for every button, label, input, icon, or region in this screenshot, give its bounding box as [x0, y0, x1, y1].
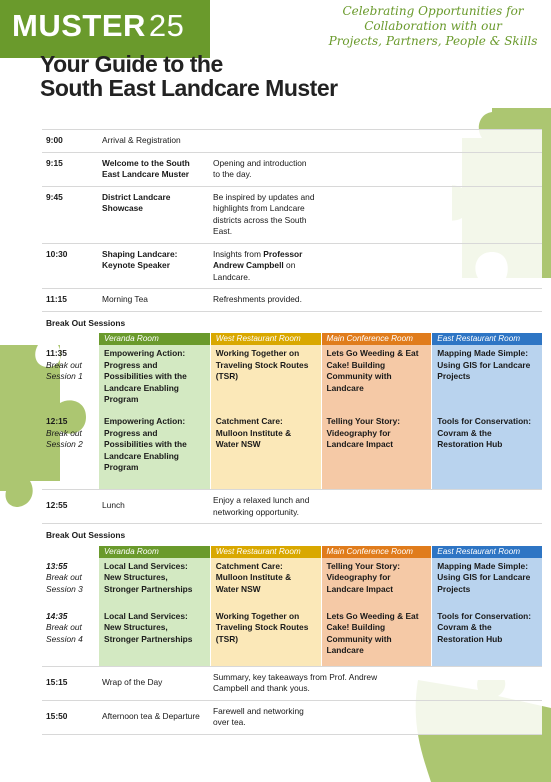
agenda-row: 9:45 District Landcare Showcase Be inspired by updates and highlights from Landcare districts across the South East.	[42, 186, 542, 243]
room-column-east: East Restaurant Room Mapping Made Simple: Using GIS for Landcare Projects Tools for Conservation: Covram & the Restoration Hub	[431, 333, 542, 489]
room-column-veranda: Veranda Room Local Land Services: New Structures, Stronger Partnerships Local Land Services: New Structures, Stronger Partnerships	[99, 546, 210, 666]
tagline: Celebrating Opportunities for Collaboration with our Projects, Partners, People & Skills	[328, 4, 538, 48]
session-label: 12:15 Break out Session 2	[46, 416, 83, 449]
agenda-row-lunch: 12:55 Lunch Enjoy a relaxed lunch and networking opportunity.	[42, 489, 542, 523]
agenda-row: 9:00 Arrival & Registration	[42, 129, 542, 152]
breakout-block-1	[42, 333, 542, 489]
agenda-row: 10:30 Shaping Landcare: Keynote Speaker Insights from Professor Andrew Campbell on Landcare.	[42, 243, 542, 289]
room-column-veranda: Veranda Room Empowering Action: Progress and Possibilities with the Landcare Enabling Program Empowering Action: Progress and Possibilities with the Landcare Enabling Program	[99, 333, 210, 489]
agenda-row: 11:15 Morning Tea Refreshments provided.	[42, 288, 542, 311]
session-label: 14:35 Break out Session 4	[46, 610, 83, 644]
room-column-east: East Restaurant Room Mapping Made Simple: Using GIS for Landcare Projects Tools for Conservation: Covram & the Restoration Hub	[431, 546, 542, 666]
agenda-row: 9:15 Welcome to the South East Landcare Muster Opening and introduction to the day.	[42, 152, 542, 186]
room-column-west: West Restaurant Room Working Together on Traveling Stock Routes (TSR) Catchment Care: Mulloon Institute & Water NSW	[210, 333, 321, 489]
breakout-block-2	[42, 546, 542, 666]
room-column-west: West Restaurant Room Catchment Care: Mulloon Institute & Water NSW Working Together on Traveling Stock Routes (TSR)	[210, 546, 321, 666]
room-column-main: Main Conference Room Telling Your Story: Videography for Landcare Impact Lets Go Weeding & Eat Cake! Building Community with Landcare	[321, 546, 432, 666]
brand-logo: MUSTER25	[12, 8, 185, 43]
session-label: 11:35 Break out Session 1	[46, 348, 83, 381]
page-title: Your Guide to the South East Landcare Muster	[40, 51, 338, 101]
agenda-table	[42, 129, 542, 735]
agenda-row: 15:50 Afternoon tea & Departure Farewell and networking over tea.	[42, 700, 542, 735]
room-column-main: Main Conference Room Lets Go Weeding & Eat Cake! Building Community with Landcare Telling Your Story: Videography for Landcare Impact	[321, 333, 432, 489]
session-label: 13:55 Break out Session 3	[46, 560, 83, 594]
breakout-heading-1: Break Out Sessions	[42, 311, 542, 334]
breakout-heading-2: Break Out Sessions	[42, 523, 542, 546]
agenda-row: 15:15 Wrap of the Day Summary, key takeaways from Prof. Andrew Campbell and thank yous.	[42, 666, 542, 700]
